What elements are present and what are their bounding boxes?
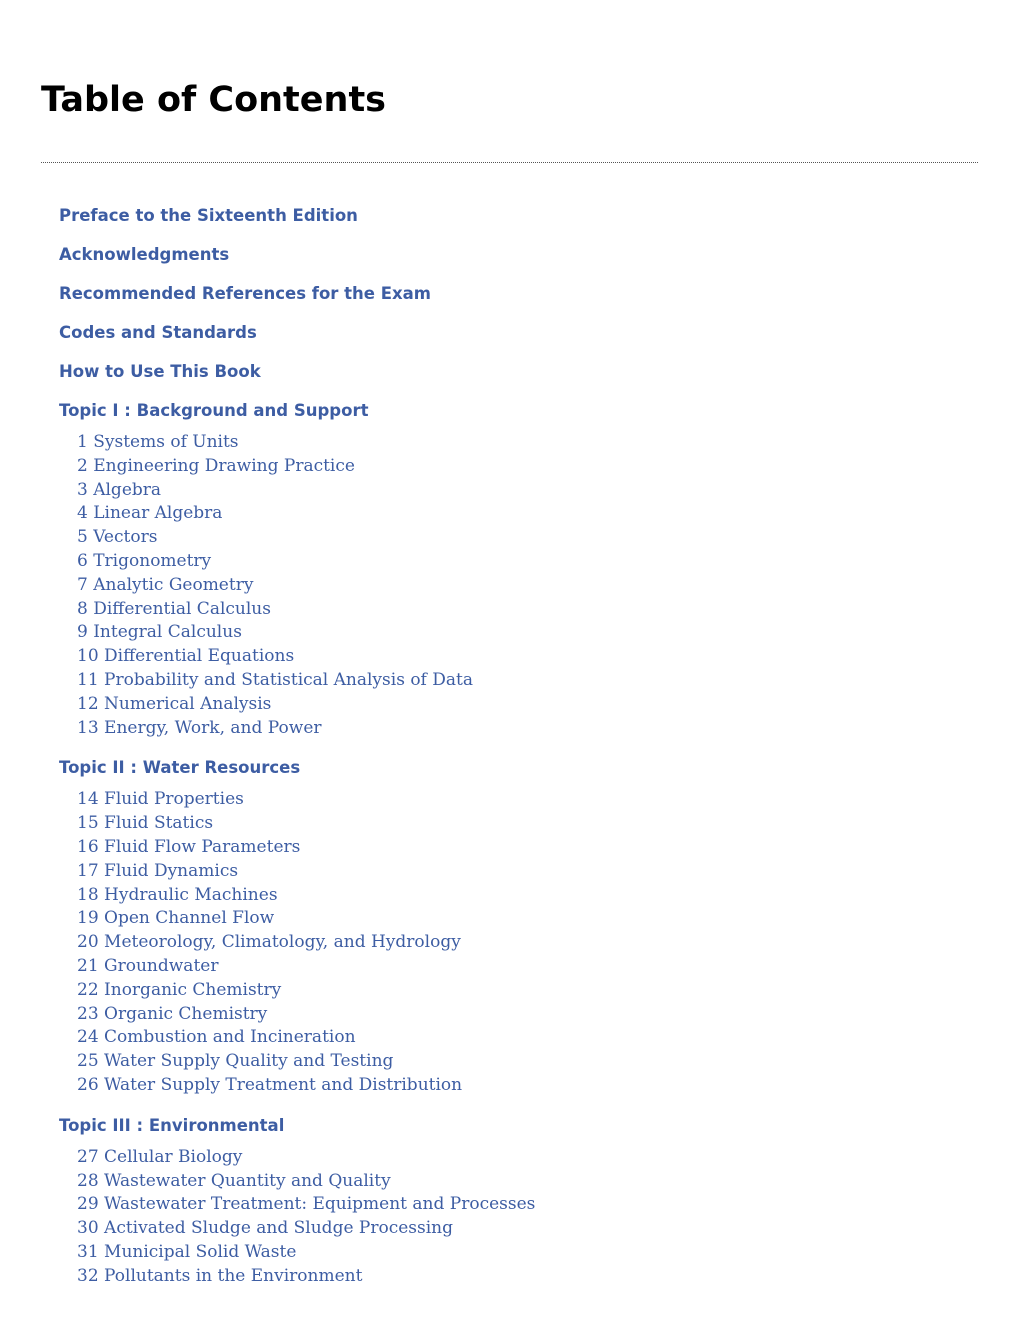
toc-link-recommended-references[interactable]: Recommended References for the Exam (59, 284, 431, 303)
list-item (77, 1241, 979, 1265)
chapter-link[interactable]: 4 Linear Algebra (77, 503, 223, 524)
list-item (77, 717, 979, 741)
chapter-link[interactable]: 28 Wastewater Quantity and Quality (77, 1170, 391, 1191)
toc-link-acknowledgments[interactable]: Acknowledgments (59, 245, 230, 264)
chapter-link[interactable]: 24 Combustion and Incineration (77, 1027, 356, 1048)
chapter-link[interactable]: 25 Water Supply Quality and Testing (77, 1051, 394, 1072)
list-item (77, 1074, 979, 1098)
list-item (77, 526, 979, 550)
list-item (77, 693, 979, 717)
list-item (77, 574, 979, 598)
list-item (77, 1193, 979, 1217)
topic-link-background-and-support[interactable]: Topic I : Background and Support (59, 401, 369, 420)
list-item (77, 836, 979, 860)
list-item (77, 502, 979, 526)
chapter-link[interactable]: 14 Fluid Properties (77, 789, 244, 810)
chapter-link[interactable]: 6 Trigonometry (77, 550, 212, 571)
list-item (77, 955, 979, 979)
list-item (77, 669, 979, 693)
chapter-link[interactable]: 10 Differential Equations (77, 646, 295, 667)
topic-section-3 (59, 1115, 979, 1289)
chapter-link[interactable]: 11 Probability and Statistical Analysis of Data (77, 669, 473, 690)
list-item (77, 1003, 979, 1027)
list-item (77, 1217, 979, 1241)
page-title: Table of Contents (41, 80, 387, 120)
topic-link-environmental[interactable]: Topic III : Environmental (59, 1115, 285, 1135)
topic-link-water-resources[interactable]: Topic II : Water Resources (59, 758, 301, 778)
list-item (77, 645, 979, 669)
list-item (77, 550, 979, 574)
list-item (77, 1170, 979, 1194)
topic-section-2 (59, 757, 979, 1097)
chapter-link[interactable]: 1 Systems of Units (77, 432, 239, 452)
title-divider (41, 162, 978, 163)
chapter-link[interactable]: 23 Organic Chemistry (77, 1003, 268, 1024)
chapter-link[interactable]: 13 Energy, Work, and Power (77, 717, 322, 738)
list-item (77, 1146, 979, 1170)
chapter-link[interactable]: 16 Fluid Flow Parameters (77, 836, 301, 857)
list-item (77, 931, 979, 955)
chapter-link[interactable]: 19 Open Channel Flow (77, 908, 275, 929)
list-item (77, 431, 979, 455)
chapter-link[interactable]: 2 Engineering Drawing Practice (77, 455, 355, 476)
chapter-link[interactable]: 7 Analytic Geometry (77, 574, 254, 595)
chapter-link[interactable]: 26 Water Supply Treatment and Distribution (77, 1074, 463, 1095)
toc-link-how-to-use[interactable]: How to Use This Book (59, 362, 261, 381)
list-item (77, 1050, 979, 1074)
chapter-link[interactable]: 5 Vectors (77, 527, 158, 548)
list-item (77, 788, 979, 812)
chapter-link[interactable]: 15 Fluid Statics (77, 813, 214, 834)
chapter-link[interactable]: 31 Municipal Solid Waste (77, 1241, 297, 1262)
toc-list (59, 205, 979, 1306)
list-item (77, 598, 979, 622)
chapter-link[interactable]: 21 Groundwater (77, 955, 219, 976)
toc-link-preface[interactable]: Preface to the Sixteenth Edition (59, 206, 358, 225)
topic-section-1 (59, 400, 979, 740)
chapter-link[interactable]: 22 Inorganic Chemistry (77, 979, 282, 1000)
list-item (77, 860, 979, 884)
chapter-link[interactable]: 9 Integral Calculus (77, 622, 242, 643)
list-item (77, 979, 979, 1003)
toc-link-codes-and-standards[interactable]: Codes and Standards (59, 323, 257, 342)
list-item (77, 884, 979, 908)
chapter-link[interactable]: 20 Meteorology, Climatology, and Hydrology (77, 932, 461, 953)
list-item (77, 1026, 979, 1050)
chapter-link[interactable]: 30 Activated Sludge and Sludge Processing (77, 1218, 454, 1239)
list-item (77, 1265, 979, 1289)
chapter-list (59, 431, 979, 740)
chapter-link[interactable]: 29 Wastewater Treatment: Equipment and Processes (77, 1194, 536, 1215)
chapter-link[interactable]: 32 Pollutants in the Environment (77, 1265, 363, 1286)
list-item (77, 479, 979, 503)
chapter-link[interactable]: 12 Numerical Analysis (77, 693, 272, 714)
chapter-link[interactable]: 18 Hydraulic Machines (77, 884, 278, 905)
chapter-list (59, 788, 979, 1097)
chapter-link[interactable]: 17 Fluid Dynamics (77, 860, 239, 881)
list-item (77, 455, 979, 479)
list-item (77, 812, 979, 836)
chapter-link[interactable]: 8 Differential Calculus (77, 598, 271, 619)
chapter-link[interactable]: 27 Cellular Biology (77, 1146, 243, 1167)
list-item (77, 621, 979, 645)
chapter-list (59, 1146, 979, 1289)
list-item (77, 907, 979, 931)
chapter-link[interactable]: 3 Algebra (77, 479, 162, 500)
